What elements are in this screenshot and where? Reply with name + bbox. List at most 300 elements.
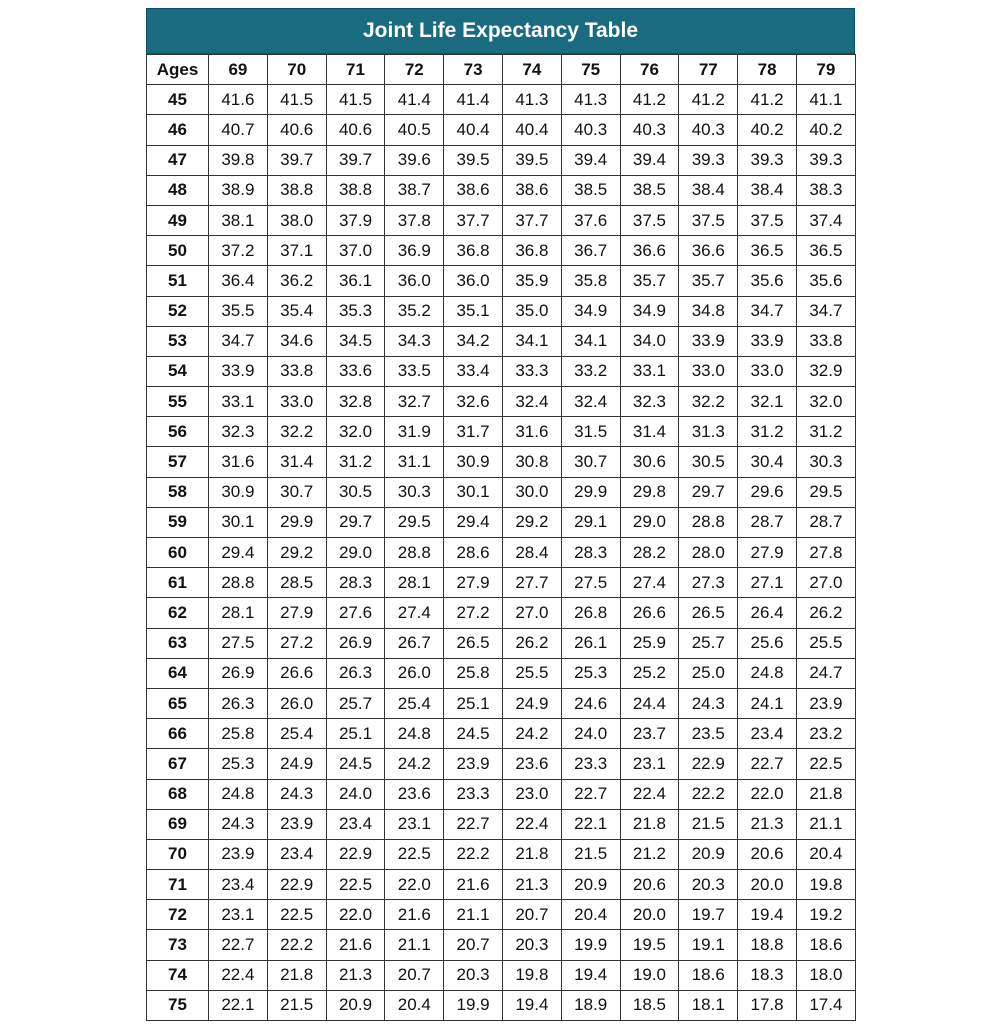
table-cell: 30.8 [502, 447, 561, 477]
table-cell: 28.7 [796, 507, 855, 537]
table-cell: 20.6 [620, 870, 679, 900]
table-cell: 38.5 [620, 175, 679, 205]
table-cell: 23.5 [679, 719, 738, 749]
table-cell: 23.7 [620, 719, 679, 749]
table-cell: 19.2 [796, 900, 855, 930]
table-cell: 27.9 [444, 568, 503, 598]
table-cell: 32.0 [796, 387, 855, 417]
table-cell: 18.8 [738, 930, 797, 960]
table-cell: 35.2 [385, 296, 444, 326]
table-cell: 30.3 [385, 477, 444, 507]
table-cell: 17.4 [796, 990, 855, 1020]
column-header: 72 [385, 55, 444, 85]
table-row [147, 870, 856, 900]
table-cell: 37.7 [502, 205, 561, 235]
table-cell: 23.9 [209, 839, 268, 869]
table-cell: 30.1 [444, 477, 503, 507]
table-cell: 34.9 [620, 296, 679, 326]
table-cell: 18.9 [561, 990, 620, 1020]
table-cell: 39.3 [679, 145, 738, 175]
row-age-label: 62 [147, 598, 209, 628]
table-cell: 28.0 [679, 538, 738, 568]
table-cell: 33.9 [209, 356, 268, 386]
table-cell: 21.3 [502, 870, 561, 900]
table-cell: 33.9 [738, 326, 797, 356]
table-cell: 34.7 [796, 296, 855, 326]
table-cell: 27.5 [561, 568, 620, 598]
row-age-label: 61 [147, 568, 209, 598]
table-cell: 26.4 [738, 598, 797, 628]
row-age-label: 55 [147, 387, 209, 417]
table-cell: 24.5 [326, 749, 385, 779]
table-row [147, 839, 856, 869]
table-cell: 35.9 [502, 266, 561, 296]
table-cell: 22.0 [385, 870, 444, 900]
table-cell: 34.2 [444, 326, 503, 356]
table-cell: 22.0 [326, 900, 385, 930]
table-row [147, 598, 856, 628]
table-cell: 19.4 [738, 900, 797, 930]
table-row [147, 628, 856, 658]
table-title: Joint Life Expectancy Table [146, 8, 855, 54]
table-cell: 22.7 [561, 779, 620, 809]
table-cell: 23.3 [561, 749, 620, 779]
table-cell: 21.1 [444, 900, 503, 930]
table-cell: 30.6 [620, 447, 679, 477]
table-cell: 22.7 [738, 749, 797, 779]
table-cell: 29.1 [561, 507, 620, 537]
table-cell: 40.6 [326, 115, 385, 145]
table-cell: 26.2 [796, 598, 855, 628]
table-cell: 35.5 [209, 296, 268, 326]
table-cell: 36.6 [620, 236, 679, 266]
table-cell: 23.1 [620, 749, 679, 779]
table-cell: 23.1 [385, 809, 444, 839]
row-age-label: 57 [147, 447, 209, 477]
row-age-label: 51 [147, 266, 209, 296]
table-cell: 18.0 [796, 960, 855, 990]
table-cell: 28.3 [561, 538, 620, 568]
table-cell: 34.9 [561, 296, 620, 326]
table-cell: 29.8 [620, 477, 679, 507]
table-cell: 28.1 [209, 598, 268, 628]
table-cell: 41.4 [444, 85, 503, 115]
table-cell: 30.5 [326, 477, 385, 507]
table-cell: 24.2 [502, 719, 561, 749]
table-cell: 21.5 [267, 990, 326, 1020]
table-cell: 36.0 [385, 266, 444, 296]
table-cell: 33.9 [679, 326, 738, 356]
table-row [147, 749, 856, 779]
row-age-label: 56 [147, 417, 209, 447]
table-cell: 27.3 [679, 568, 738, 598]
row-age-label: 59 [147, 507, 209, 537]
table-cell: 40.7 [209, 115, 268, 145]
life-expectancy-table [146, 54, 856, 1021]
table-cell: 38.6 [444, 175, 503, 205]
table-cell: 19.1 [679, 930, 738, 960]
table-cell: 31.4 [620, 417, 679, 447]
table-cell: 40.3 [679, 115, 738, 145]
table-cell: 18.6 [679, 960, 738, 990]
table-cell: 31.3 [679, 417, 738, 447]
table-cell: 24.2 [385, 749, 444, 779]
life-expectancy-table-container [146, 8, 855, 1021]
table-cell: 23.6 [502, 749, 561, 779]
table-cell: 30.3 [796, 447, 855, 477]
table-row [147, 507, 856, 537]
table-cell: 26.9 [209, 658, 268, 688]
table-cell: 26.6 [620, 598, 679, 628]
table-cell: 32.7 [385, 387, 444, 417]
table-row [147, 236, 856, 266]
table-cell: 33.0 [679, 356, 738, 386]
table-cell: 34.8 [679, 296, 738, 326]
table-cell: 29.9 [267, 507, 326, 537]
table-cell: 25.7 [326, 688, 385, 718]
table-cell: 20.6 [738, 839, 797, 869]
table-cell: 22.2 [267, 930, 326, 960]
table-cell: 39.5 [502, 145, 561, 175]
table-cell: 33.0 [738, 356, 797, 386]
table-cell: 26.0 [267, 688, 326, 718]
table-cell: 25.8 [209, 719, 268, 749]
table-cell: 28.8 [679, 507, 738, 537]
table-cell: 20.4 [561, 900, 620, 930]
table-cell: 27.2 [444, 598, 503, 628]
table-cell: 22.4 [620, 779, 679, 809]
table-cell: 18.1 [679, 990, 738, 1020]
table-cell: 25.4 [267, 719, 326, 749]
table-cell: 41.4 [385, 85, 444, 115]
table-row [147, 205, 856, 235]
table-cell: 29.7 [326, 507, 385, 537]
table-cell: 22.1 [209, 990, 268, 1020]
table-cell: 24.8 [738, 658, 797, 688]
table-cell: 29.5 [385, 507, 444, 537]
table-cell: 34.6 [267, 326, 326, 356]
row-age-label: 54 [147, 356, 209, 386]
table-cell: 19.9 [561, 930, 620, 960]
table-cell: 27.6 [326, 598, 385, 628]
table-cell: 22.5 [326, 870, 385, 900]
table-cell: 21.3 [326, 960, 385, 990]
table-row [147, 356, 856, 386]
table-cell: 35.0 [502, 296, 561, 326]
table-row [147, 115, 856, 145]
table-cell: 22.5 [796, 749, 855, 779]
table-cell: 22.5 [385, 839, 444, 869]
row-age-label: 63 [147, 628, 209, 658]
table-cell: 22.9 [326, 839, 385, 869]
column-header: 79 [796, 55, 855, 85]
table-row [147, 326, 856, 356]
table-cell: 21.8 [267, 960, 326, 990]
table-cell: 21.2 [620, 839, 679, 869]
table-cell: 38.4 [679, 175, 738, 205]
table-cell: 33.6 [326, 356, 385, 386]
table-cell: 24.3 [209, 809, 268, 839]
table-cell: 26.2 [502, 628, 561, 658]
column-header: 69 [209, 55, 268, 85]
table-cell: 38.0 [267, 205, 326, 235]
table-cell: 39.5 [444, 145, 503, 175]
table-cell: 33.1 [209, 387, 268, 417]
row-age-label: 71 [147, 870, 209, 900]
table-cell: 32.2 [267, 417, 326, 447]
table-cell: 34.3 [385, 326, 444, 356]
table-cell: 41.2 [679, 85, 738, 115]
table-cell: 32.6 [444, 387, 503, 417]
table-cell: 20.7 [444, 930, 503, 960]
table-cell: 30.0 [502, 477, 561, 507]
table-cell: 22.9 [679, 749, 738, 779]
table-cell: 31.5 [561, 417, 620, 447]
table-cell: 37.4 [796, 205, 855, 235]
table-cell: 39.4 [620, 145, 679, 175]
table-cell: 19.9 [444, 990, 503, 1020]
table-cell: 19.8 [796, 870, 855, 900]
table-cell: 33.1 [620, 356, 679, 386]
table-cell: 20.4 [796, 839, 855, 869]
table-cell: 25.8 [444, 658, 503, 688]
table-cell: 27.4 [620, 568, 679, 598]
table-cell: 29.4 [209, 538, 268, 568]
table-cell: 31.2 [326, 447, 385, 477]
table-cell: 23.9 [444, 749, 503, 779]
column-header: 77 [679, 55, 738, 85]
table-cell: 28.3 [326, 568, 385, 598]
table-cell: 23.6 [385, 779, 444, 809]
table-row [147, 960, 856, 990]
row-age-label: 53 [147, 326, 209, 356]
table-cell: 26.5 [444, 628, 503, 658]
table-cell: 29.6 [738, 477, 797, 507]
row-age-label: 72 [147, 900, 209, 930]
table-cell: 24.0 [561, 719, 620, 749]
table-cell: 40.4 [502, 115, 561, 145]
table-cell: 29.0 [620, 507, 679, 537]
table-cell: 24.8 [385, 719, 444, 749]
table-cell: 30.1 [209, 507, 268, 537]
table-cell: 37.5 [679, 205, 738, 235]
row-age-label: 66 [147, 719, 209, 749]
column-header: 76 [620, 55, 679, 85]
table-row [147, 930, 856, 960]
table-cell: 36.9 [385, 236, 444, 266]
table-cell: 38.8 [326, 175, 385, 205]
table-cell: 34.7 [209, 326, 268, 356]
table-cell: 40.5 [385, 115, 444, 145]
ages-header: Ages [147, 55, 209, 85]
table-cell: 37.9 [326, 205, 385, 235]
table-cell: 36.0 [444, 266, 503, 296]
table-cell: 22.5 [267, 900, 326, 930]
table-cell: 25.5 [796, 628, 855, 658]
table-cell: 23.4 [738, 719, 797, 749]
table-cell: 37.5 [620, 205, 679, 235]
table-row [147, 809, 856, 839]
header-row [147, 55, 856, 85]
table-cell: 22.7 [444, 809, 503, 839]
table-cell: 23.1 [209, 900, 268, 930]
row-age-label: 47 [147, 145, 209, 175]
table-cell: 37.1 [267, 236, 326, 266]
table-cell: 38.1 [209, 205, 268, 235]
table-body [147, 85, 856, 1021]
table-cell: 21.8 [502, 839, 561, 869]
table-cell: 25.1 [444, 688, 503, 718]
table-cell: 33.0 [267, 387, 326, 417]
table-cell: 20.3 [444, 960, 503, 990]
table-cell: 19.7 [679, 900, 738, 930]
table-cell: 19.8 [502, 960, 561, 990]
table-cell: 38.3 [796, 175, 855, 205]
column-header: 70 [267, 55, 326, 85]
table-cell: 37.0 [326, 236, 385, 266]
table-cell: 35.6 [796, 266, 855, 296]
table-cell: 20.4 [385, 990, 444, 1020]
row-age-label: 49 [147, 205, 209, 235]
table-cell: 28.2 [620, 538, 679, 568]
table-cell: 36.4 [209, 266, 268, 296]
table-cell: 24.1 [738, 688, 797, 718]
table-cell: 21.3 [738, 809, 797, 839]
row-age-label: 58 [147, 477, 209, 507]
table-cell: 22.2 [679, 779, 738, 809]
table-cell: 27.0 [796, 568, 855, 598]
table-cell: 23.4 [209, 870, 268, 900]
table-cell: 23.4 [326, 809, 385, 839]
table-cell: 27.0 [502, 598, 561, 628]
table-row [147, 779, 856, 809]
table-cell: 24.6 [561, 688, 620, 718]
table-row [147, 145, 856, 175]
table-cell: 36.8 [502, 236, 561, 266]
table-cell: 28.1 [385, 568, 444, 598]
table-cell: 24.3 [679, 688, 738, 718]
table-cell: 25.9 [620, 628, 679, 658]
table-cell: 27.9 [738, 538, 797, 568]
table-cell: 25.3 [561, 658, 620, 688]
table-cell: 29.2 [502, 507, 561, 537]
table-cell: 39.6 [385, 145, 444, 175]
table-cell: 28.7 [738, 507, 797, 537]
table-cell: 24.9 [502, 688, 561, 718]
table-cell: 40.3 [620, 115, 679, 145]
table-row [147, 688, 856, 718]
table-cell: 30.4 [738, 447, 797, 477]
column-header: 78 [738, 55, 797, 85]
table-cell: 24.4 [620, 688, 679, 718]
table-cell: 26.3 [326, 658, 385, 688]
table-cell: 33.8 [796, 326, 855, 356]
table-cell: 26.0 [385, 658, 444, 688]
table-cell: 32.1 [738, 387, 797, 417]
table-cell: 33.4 [444, 356, 503, 386]
table-cell: 20.9 [679, 839, 738, 869]
table-cell: 26.7 [385, 628, 444, 658]
table-cell: 41.2 [620, 85, 679, 115]
table-cell: 28.8 [209, 568, 268, 598]
column-header: 75 [561, 55, 620, 85]
table-cell: 29.9 [561, 477, 620, 507]
table-row [147, 538, 856, 568]
table-cell: 38.5 [561, 175, 620, 205]
table-cell: 35.7 [679, 266, 738, 296]
table-cell: 36.1 [326, 266, 385, 296]
table-cell: 29.0 [326, 538, 385, 568]
table-cell: 34.5 [326, 326, 385, 356]
table-cell: 32.8 [326, 387, 385, 417]
table-row [147, 417, 856, 447]
table-cell: 39.8 [209, 145, 268, 175]
table-row [147, 296, 856, 326]
table-cell: 24.3 [267, 779, 326, 809]
table-cell: 29.2 [267, 538, 326, 568]
table-cell: 25.5 [502, 658, 561, 688]
row-age-label: 65 [147, 688, 209, 718]
table-cell: 27.8 [796, 538, 855, 568]
table-cell: 31.6 [209, 447, 268, 477]
table-cell: 35.8 [561, 266, 620, 296]
table-cell: 35.7 [620, 266, 679, 296]
table-cell: 26.1 [561, 628, 620, 658]
table-cell: 32.3 [209, 417, 268, 447]
table-cell: 19.5 [620, 930, 679, 960]
table-cell: 20.9 [561, 870, 620, 900]
table-cell: 25.7 [679, 628, 738, 658]
row-age-label: 48 [147, 175, 209, 205]
table-cell: 31.9 [385, 417, 444, 447]
table-cell: 41.1 [796, 85, 855, 115]
table-cell: 38.8 [267, 175, 326, 205]
table-row [147, 658, 856, 688]
table-cell: 32.9 [796, 356, 855, 386]
table-row [147, 990, 856, 1020]
table-cell: 32.0 [326, 417, 385, 447]
table-row [147, 719, 856, 749]
table-cell: 21.5 [561, 839, 620, 869]
table-cell: 19.4 [502, 990, 561, 1020]
table-cell: 31.7 [444, 417, 503, 447]
table-cell: 25.4 [385, 688, 444, 718]
table-cell: 40.4 [444, 115, 503, 145]
table-row [147, 477, 856, 507]
table-cell: 31.2 [796, 417, 855, 447]
table-cell: 35.6 [738, 266, 797, 296]
table-cell: 25.0 [679, 658, 738, 688]
row-age-label: 67 [147, 749, 209, 779]
table-cell: 33.5 [385, 356, 444, 386]
table-cell: 20.7 [502, 900, 561, 930]
table-cell: 28.5 [267, 568, 326, 598]
table-cell: 36.6 [679, 236, 738, 266]
table-cell: 22.7 [209, 930, 268, 960]
table-cell: 26.6 [267, 658, 326, 688]
table-cell: 41.5 [326, 85, 385, 115]
table-cell: 23.0 [502, 779, 561, 809]
row-age-label: 73 [147, 930, 209, 960]
row-age-label: 50 [147, 236, 209, 266]
table-row [147, 85, 856, 115]
table-cell: 25.3 [209, 749, 268, 779]
table-cell: 26.3 [209, 688, 268, 718]
table-cell: 32.4 [502, 387, 561, 417]
table-cell: 22.1 [561, 809, 620, 839]
table-cell: 37.7 [444, 205, 503, 235]
table-cell: 23.9 [796, 688, 855, 718]
